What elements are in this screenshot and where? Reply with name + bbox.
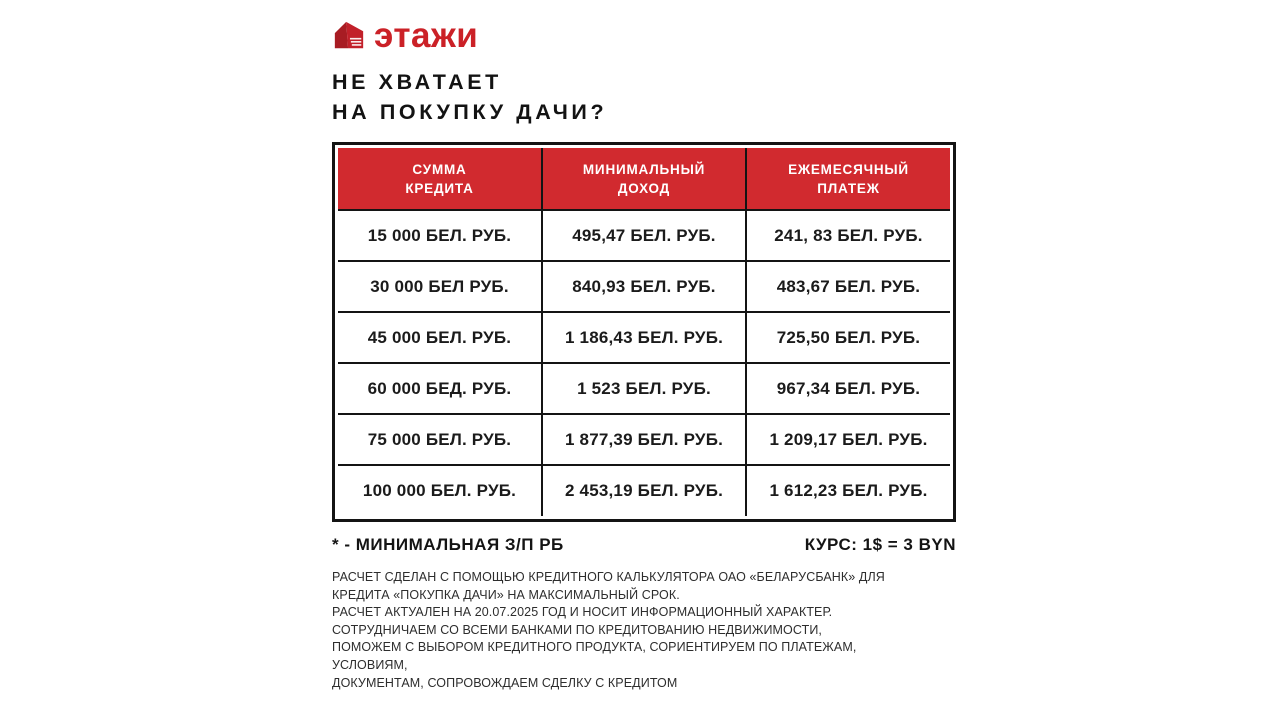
header-text: КРЕДИТА — [405, 180, 474, 196]
credit-table-header — [338, 148, 950, 210]
disclaimer-line: ПОМОЖЕМ С ВЫБОРОМ КРЕДИТНОГО ПРОДУКТА, СОРИЕНТИРУЕМ ПО ПЛАТЕЖАМ, — [332, 640, 857, 655]
header-text: МИНИМАЛЬНЫЙ — [582, 161, 706, 177]
cell-monthly-payment: 967,34 БЕЛ. РУБ. — [746, 363, 950, 414]
disclaimer-line: СОТРУДНИЧАЕМ СО ВСЕМИ БАНКАМИ ПО КРЕДИТОВАНИЮ НЕДВИЖИМОСТИ, — [332, 622, 822, 637]
brand-logo-text: этажи — [374, 16, 479, 55]
cell-min-income: 495,47 БЕЛ. РУБ. — [542, 210, 746, 261]
cell-monthly-payment: 241, 83 БЕЛ. РУБ. — [746, 210, 950, 261]
page-title-line1: НЕ ХВАТАЕТ — [332, 70, 502, 94]
cell-credit-sum: 60 000 БЕД. РУБ. — [338, 363, 542, 414]
footnote-exchange-rate: КУРС: 1$ = 3 BYN — [804, 535, 956, 554]
cell-monthly-payment: 725,50 БЕЛ. РУБ. — [746, 312, 950, 363]
credit-table-body — [338, 210, 950, 516]
header-text: ДОХОД — [617, 180, 671, 196]
content-column — [332, 17, 956, 692]
footnote-min-salary: * - МИНИМАЛЬНАЯ З/П РБ — [332, 535, 564, 554]
cell-min-income: 1 523 БЕЛ. РУБ. — [542, 363, 746, 414]
table-row — [338, 414, 950, 465]
cell-min-income: 1 186,43 БЕЛ. РУБ. — [542, 312, 746, 363]
disclaimer-line: КРЕДИТА «ПОКУПКА ДАЧИ» НА МАКСИМАЛЬНЫЙ СРОК. — [332, 587, 680, 602]
cell-min-income: 840,93 БЕЛ. РУБ. — [542, 261, 746, 312]
header-text: СУММА — [412, 161, 467, 177]
column-header-credit-sum — [338, 148, 542, 210]
cell-min-income: 2 453,19 БЕЛ. РУБ. — [542, 465, 746, 516]
cell-monthly-payment: 1 209,17 БЕЛ. РУБ. — [746, 414, 950, 465]
table-row — [338, 210, 950, 261]
credit-table — [338, 148, 950, 516]
cell-min-income: 1 877,39 БЕЛ. РУБ. — [542, 414, 746, 465]
house-icon — [332, 19, 366, 53]
brand-logo — [332, 17, 956, 55]
page-title-line2: НА ПОКУПКУ ДАЧИ? — [332, 100, 608, 124]
header-text: ЕЖЕМЕСЯЧНЫЙ — [788, 161, 909, 177]
disclaimer-line: УСЛОВИЯМ, — [332, 657, 408, 672]
table-row — [338, 465, 950, 516]
header-text: ПЛАТЕЖ — [817, 180, 880, 196]
credit-table-frame — [332, 142, 956, 522]
table-row — [338, 261, 950, 312]
cell-credit-sum: 100 000 БЕЛ. РУБ. — [338, 465, 542, 516]
cell-credit-sum: 15 000 БЕЛ. РУБ. — [338, 210, 542, 261]
table-row — [338, 312, 950, 363]
footnote-row — [332, 535, 956, 555]
disclaimer-line: РАСЧЕТ СДЕЛАН С ПОМОЩЬЮ КРЕДИТНОГО КАЛЬКУЛЯТОРА ОАО «БЕЛАРУСБАНК» ДЛЯ — [332, 570, 885, 584]
column-header-monthly-payment — [746, 148, 950, 210]
column-header-min-income — [542, 148, 746, 210]
cell-credit-sum: 45 000 БЕЛ. РУБ. — [338, 312, 542, 363]
cell-credit-sum: 30 000 БЕЛ РУБ. — [338, 261, 542, 312]
disclaimer-line: РАСЧЕТ АКТУАЛЕН НА 20.07.2025 ГОД И НОСИТ ИНФОРМАЦИОННЫЙ ХАРАКТЕР. — [332, 605, 833, 620]
table-row — [338, 363, 950, 414]
page-title — [332, 67, 956, 127]
disclaimer-line: ДОКУМЕНТАМ, СОПРОВОЖДАЕМ СДЕЛКУ С КРЕДИТОМ — [332, 675, 678, 690]
cell-monthly-payment: 1 612,23 БЕЛ. РУБ. — [746, 465, 950, 516]
cell-credit-sum: 75 000 БЕЛ. РУБ. — [338, 414, 542, 465]
cell-monthly-payment: 483,67 БЕЛ. РУБ. — [746, 261, 950, 312]
disclaimer-text — [332, 569, 956, 692]
